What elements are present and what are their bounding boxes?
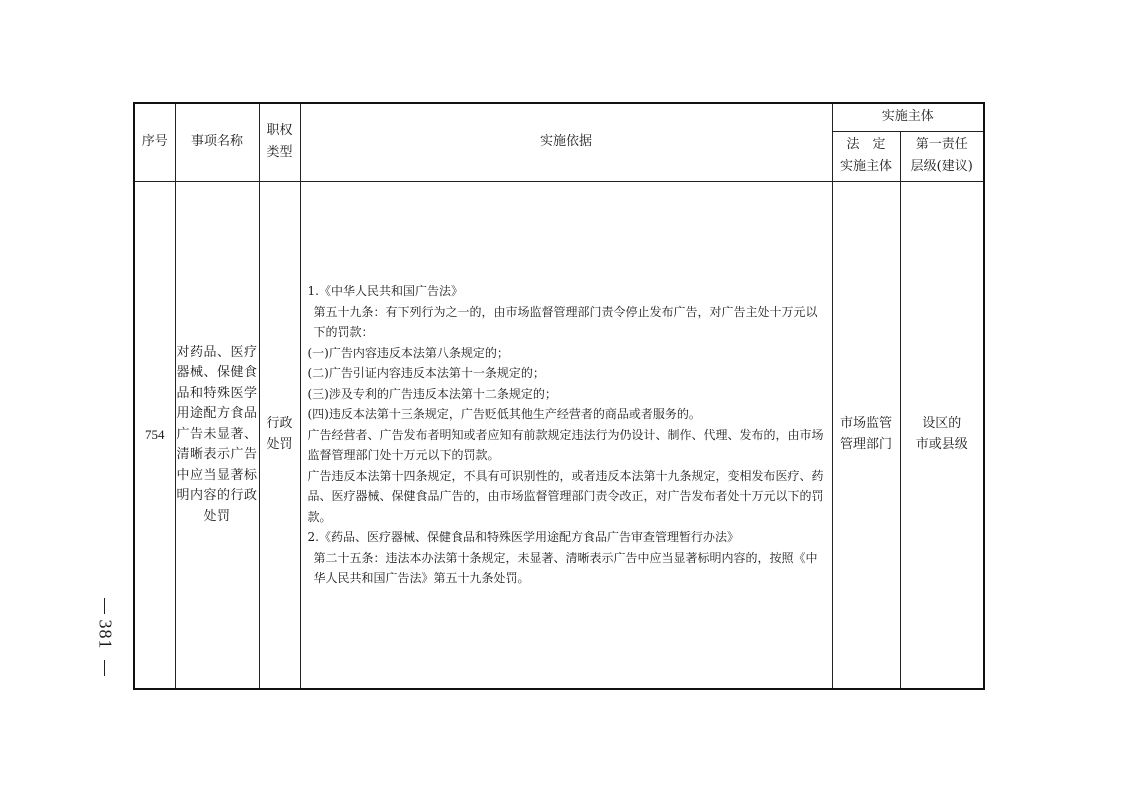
header-legal-subject [832,131,900,181]
header-duty-line1: 职权 [266,123,293,139]
header-seq: 序号 [134,103,175,181]
page-number [93,598,117,678]
row-legal-line1: 市场监管 [839,416,892,432]
row-legal-line2: 管理部门 [839,436,892,452]
basis-law1-title: 1.《中华人民共和国广告法》 [307,284,463,298]
basis-law1-item1: (一)广告内容违反本法第八条规定的； [307,345,509,360]
header-level-line1: 第一责任 [915,137,968,152]
basis-law1-art59: 第五十九条：有下列行为之一的，由市场监督管理部门责令停止发布广告，对广告主处十万元以下的罚款： [313,304,818,339]
header-duty-type [259,103,300,181]
row-responsibility-level [900,181,984,689]
basis-law1-item2: (二)广告引证内容违反本法第十一条规定的； [307,366,545,380]
page-number-dash-bottom [104,660,105,676]
header-name: 事项名称 [175,103,259,181]
basis-law2-title: 2.《药品、医疗器械、保健食品和特殊医学用途配方食品广告审查管理暂行办法》 [307,530,739,544]
page-number-text: 381 [95,619,116,650]
basis-law1-para2: 广告经营者、广告发布者明知或者应知有前款规定违法行为仍设计、制作、代理、发布的，由市场监督管理部门处十万元以下的罚款。 [307,427,824,462]
row-seq: 754 [134,181,175,689]
header-duty-line2: 类型 [266,145,293,161]
header-level-line2: 层级(建议) [910,159,973,174]
header-legal-line2: 实施主体 [839,159,892,174]
header-legal-line1: 法 定 [846,137,886,152]
row-level-line1: 设区的 [922,416,962,432]
table-row [134,181,984,689]
header-subject-group: 实施主体 [832,103,984,131]
row-basis [300,181,832,689]
basis-law1-item3: (三)涉及专利的广告违反本法第十二条规定的； [307,386,557,401]
row-legal-subject [832,181,900,689]
header-responsibility-level [900,131,984,181]
basis-law1-item4: (四)违反本法第十三条规定，广告贬低其他生产经营者的商品或者服务的。 [307,407,701,421]
basis-law1-para3: 广告违反本法第十四条规定，不具有可识别性的，或者违反本法第十九条规定，变相发布医疗、药品、医疗器械、保健食品广告的，由市场监督管理部门责令改正，对广告发布者处十万元以下的罚款。 [307,468,824,524]
enforcement-table [133,102,985,690]
row-item-name: 对药品、医疗器械、保健食品和特殊医学用途配方食品广告未显著、清晰表示广告中应当显著标明内容的行政处罚 [175,181,259,689]
row-duty-type [259,181,300,689]
row-duty-line1: 行政 [266,416,293,432]
basis-law2-art25: 第二十五条：违法本办法第十条规定，未显著、清晰表示广告中应当显著标明内容的，按照《中华人民共和国广告法》第五十九条处罚。 [313,550,818,585]
row-duty-line2: 处罚 [266,436,293,452]
header-basis: 实施依据 [300,103,832,181]
row-level-line2: 市或县级 [915,436,968,452]
